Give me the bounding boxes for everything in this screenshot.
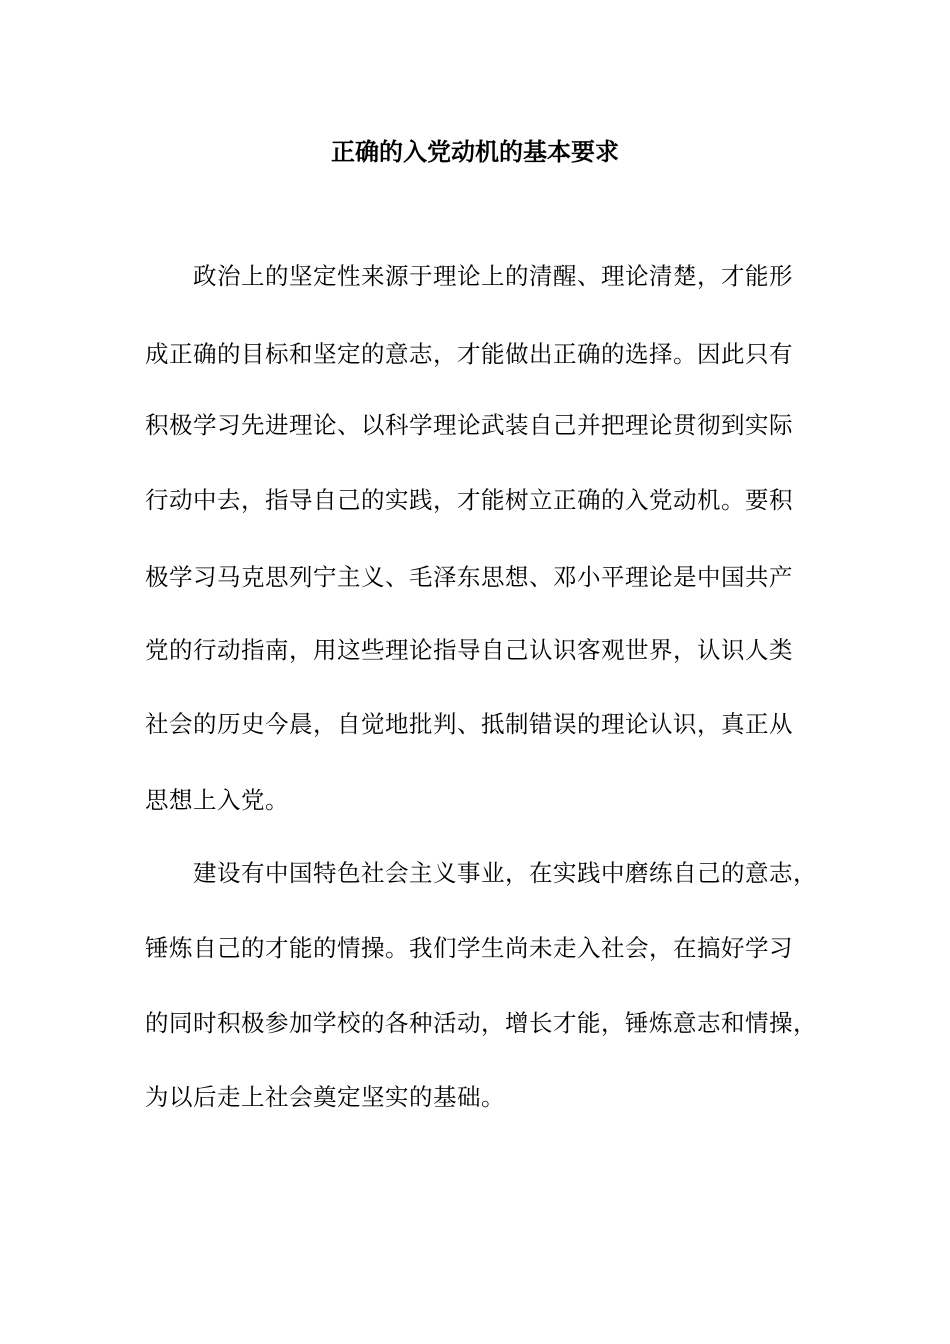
paragraph-line: 社会的历史今晨，自觉地批判、抵制错误的理论认识，真正从 [145, 710, 793, 738]
paragraph-line: 政治上的坚定性来源于理论上的清醒、理论清楚，才能形 [193, 262, 793, 290]
paragraph-line: 积极学习先进理论、以科学理论武装自己并把理论贯彻到实际 [145, 411, 793, 439]
paragraph-line: 建设有中国特色社会主义事业，在实践中磨练自己的意志， [193, 859, 817, 887]
paragraph-line: 成正确的目标和坚定的意志，才能做出正确的选择。因此只有 [145, 340, 793, 368]
paragraph-line: 的同时积极参加学校的各种活动，增长才能，锤炼意志和情操， [145, 1009, 817, 1037]
paragraph-line: 行动中去，指导自己的实践，才能树立正确的入党动机。要积 [145, 486, 793, 514]
paragraph-line: 锤炼自己的才能的情操。我们学生尚未走入社会，在搞好学习 [145, 934, 793, 962]
paragraph-line: 为以后走上社会奠定坚实的基础。 [145, 1083, 505, 1111]
paragraph-line: 党的行动指南，用这些理论指导自己认识客观世界，认识人类 [145, 636, 793, 664]
document-title: 正确的入党动机的基本要求 [331, 137, 619, 166]
paragraph-line: 思想上入党。 [145, 786, 289, 814]
paragraph-line: 极学习马克思列宁主义、毛泽东思想、邓小平理论是中国共产 [145, 563, 793, 591]
